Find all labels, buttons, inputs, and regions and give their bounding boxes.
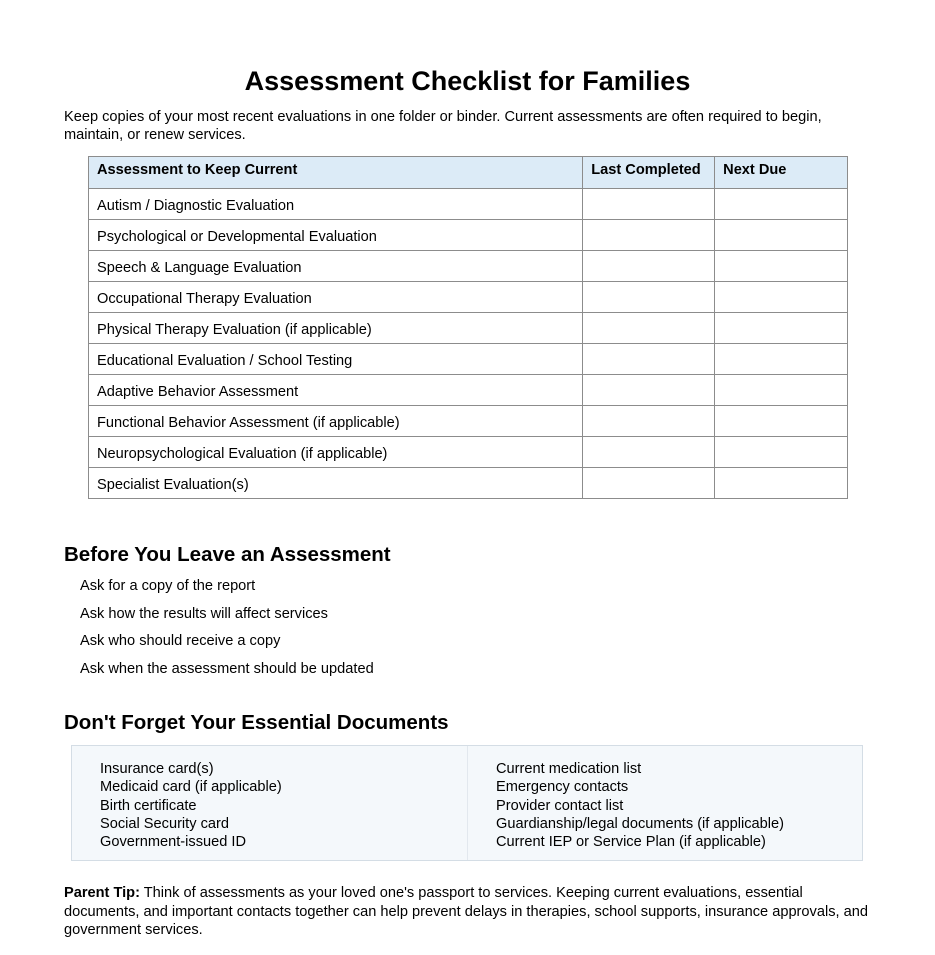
parent-tip-text: Think of assessments as your loved one's passport to services. Keeping current evaluations, essential documents, and important contacts together can help prevent delays in therapies, school supports, insurance approvals, and government services. bbox=[64, 885, 868, 938]
document-item: Provider contact list bbox=[496, 797, 624, 814]
document-item: Medicaid card (if applicable) bbox=[100, 779, 282, 796]
last-completed-cell[interactable] bbox=[583, 220, 715, 251]
document-item: Current medication list bbox=[496, 761, 642, 777]
document-item: Emergency contacts bbox=[496, 779, 629, 796]
before-leave-heading: Before You Leave an Assessment bbox=[64, 543, 391, 566]
before-leave-list bbox=[80, 576, 374, 687]
list-item: Ask for a copy of the report bbox=[80, 578, 256, 594]
table-header-row bbox=[89, 157, 848, 189]
documents-left-column bbox=[72, 746, 468, 860]
table-row bbox=[89, 375, 848, 406]
table-row bbox=[89, 251, 848, 282]
next-due-cell[interactable] bbox=[715, 375, 848, 406]
list-item: Ask who should receive a copy bbox=[80, 633, 281, 650]
assessment-name-cell: Neuropsychological Evaluation (if applicable) bbox=[89, 437, 583, 468]
list-item: Ask when the assessment should be updated bbox=[80, 661, 374, 678]
assessment-name-cell: Educational Evaluation / School Testing bbox=[89, 344, 583, 375]
documents-box bbox=[71, 745, 863, 861]
last-completed-cell[interactable] bbox=[583, 313, 715, 344]
next-due-cell[interactable] bbox=[715, 344, 848, 375]
next-due-cell[interactable] bbox=[715, 220, 848, 251]
documents-heading: Don't Forget Your Essential Documents bbox=[64, 711, 449, 734]
next-due-cell[interactable] bbox=[715, 437, 848, 468]
next-due-cell[interactable] bbox=[715, 406, 848, 437]
table-row bbox=[89, 282, 848, 313]
document-item: Insurance card(s) bbox=[100, 761, 214, 777]
intro-paragraph: Keep copies of your most recent evaluations in one folder or binder. Current assessments are often required to begin, maintain, or renew services. bbox=[64, 109, 822, 143]
table-row bbox=[89, 220, 848, 251]
assessment-name-cell: Psychological or Developmental Evaluation bbox=[89, 220, 583, 251]
document-item: Current IEP or Service Plan (if applicable) bbox=[496, 834, 766, 851]
last-completed-cell[interactable] bbox=[583, 251, 715, 282]
assessment-name-cell: Physical Therapy Evaluation (if applicable) bbox=[89, 313, 583, 344]
document-item: Birth certificate bbox=[100, 797, 197, 814]
header-last-completed: Last Completed bbox=[583, 157, 715, 189]
next-due-cell[interactable] bbox=[715, 189, 848, 220]
header-next-due: Next Due bbox=[715, 157, 848, 189]
assessment-name-cell: Occupational Therapy Evaluation bbox=[89, 282, 583, 313]
last-completed-cell[interactable] bbox=[583, 406, 715, 437]
document-item: Government-issued ID bbox=[100, 834, 246, 851]
page-title: Assessment Checklist for Families bbox=[244, 66, 691, 96]
parent-tip-label: Parent Tip: bbox=[64, 885, 140, 901]
next-due-cell[interactable] bbox=[715, 251, 848, 282]
next-due-cell[interactable] bbox=[715, 468, 848, 499]
last-completed-cell[interactable] bbox=[583, 189, 715, 220]
assessment-name-cell: Autism / Diagnostic Evaluation bbox=[89, 189, 583, 220]
documents-right-column bbox=[468, 746, 863, 860]
next-due-cell[interactable] bbox=[715, 313, 848, 344]
assessment-name-cell: Specialist Evaluation(s) bbox=[89, 468, 583, 499]
document-item: Guardianship/legal documents (if applicable) bbox=[496, 815, 784, 832]
last-completed-cell[interactable] bbox=[583, 282, 715, 313]
last-completed-cell[interactable] bbox=[583, 468, 715, 499]
table-row bbox=[89, 406, 848, 437]
last-completed-cell[interactable] bbox=[583, 437, 715, 468]
table-row bbox=[89, 189, 848, 220]
document-item: Social Security card bbox=[100, 815, 229, 832]
assessment-table-body bbox=[89, 189, 848, 499]
parent-tip bbox=[64, 884, 871, 940]
last-completed-cell[interactable] bbox=[583, 375, 715, 406]
table-row bbox=[89, 468, 848, 499]
table-row bbox=[89, 344, 848, 375]
last-completed-cell[interactable] bbox=[583, 344, 715, 375]
list-item: Ask how the results will affect services bbox=[80, 605, 328, 622]
assessment-table bbox=[88, 156, 848, 499]
table-row bbox=[89, 313, 848, 344]
assessment-name-cell: Functional Behavior Assessment (if applicable) bbox=[89, 406, 583, 437]
table-row bbox=[89, 437, 848, 468]
assessment-name-cell: Speech & Language Evaluation bbox=[89, 251, 583, 282]
header-assessment: Assessment to Keep Current bbox=[89, 157, 583, 189]
next-due-cell[interactable] bbox=[715, 282, 848, 313]
assessment-name-cell: Adaptive Behavior Assessment bbox=[89, 375, 583, 406]
